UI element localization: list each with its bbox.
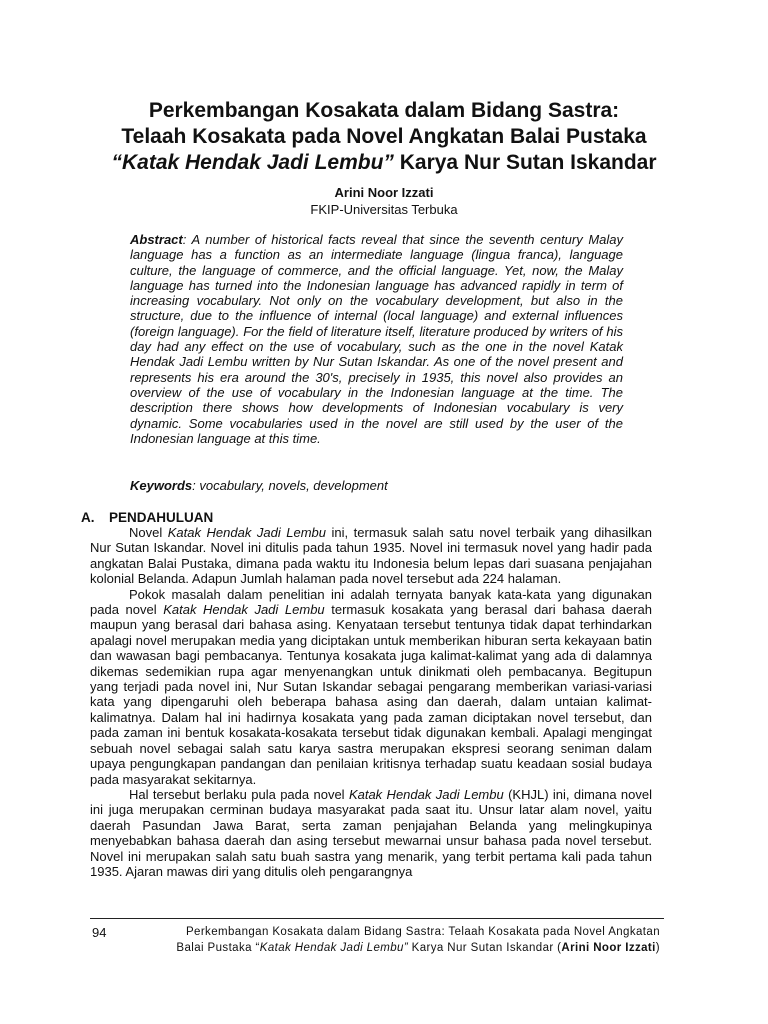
paragraph-text: Hal tersebut berlaku pula pada novel	[129, 786, 349, 802]
section-heading	[81, 510, 213, 525]
title-line-2: Telaah Kosakata pada Novel Angkatan Balai Pustaka	[121, 125, 647, 148]
keywords-text: : vocabulary, novels, development	[192, 478, 388, 493]
section-number: A.	[81, 510, 95, 525]
page-number: 94	[92, 925, 107, 940]
footer-author: Arini Noor Izzati	[561, 942, 656, 954]
author-affiliation: FKIP-Universitas Terbuka	[310, 202, 458, 217]
novel-title-italic: Katak Hendak Jadi Lembu	[348, 786, 504, 802]
footer-line-1: Perkembangan Kosakata dalam Bidang Sastra: Telaah Kosakata pada Novel Angkatan	[185, 926, 660, 938]
paragraph-text: ini, termasuk salah satu novel terbaik yang dihasilkan Nur Sutan Iskandar. Novel ini ditulis pada tahun 1935. Novel ini termasuk novel yang hadir pada angkatan Balai Pustaka, dimana pada waktu itu Indonesia belum lepas dari suasana penjajahan kolonial Belanda. Adapun Jumlah halaman pada novel tersebut ada 224 halaman.	[90, 525, 652, 587]
abstract	[130, 232, 623, 446]
footer-text: Balai Pustaka “	[176, 942, 260, 954]
footer-divider	[90, 918, 664, 919]
footer-novel-title: Katak Hendak Jadi Lembu”	[259, 942, 409, 954]
novel-title-italic: Katak Hendak Jadi Lembu	[167, 525, 326, 540]
paragraph	[90, 587, 652, 787]
keywords-label: Keywords	[130, 478, 193, 493]
paragraph-text: (KHJL) ini, dimana novel ini juga merupakan cerminan budaya masyarakat pada saat itu. Unsur latar alam novel, yaitu daerah Pasundan Jawa Barat, serta zaman penjajahan Belanda yang melingkupinya menyebabkan bahasa daerah dan asing tersebut mewarnai unsur bahasa pada novel tersebut. Novel ini merupakan salah satu buah sastra yang menarik, yang terbit pertama kali pada tahun 1935. Ajaran mawas diri yang ditulis oleh pengarangnya	[90, 786, 652, 879]
paragraph-text: Pokok masalah dalam penelitian ini adalah ternyata banyak kata-kata yang digunakan pada novel	[90, 586, 652, 618]
paragraph	[90, 787, 652, 879]
body-text	[90, 525, 652, 879]
paragraph	[90, 525, 652, 587]
keywords	[130, 478, 623, 494]
footer-line-2	[150, 940, 660, 956]
footer-text: Karya Nur Sutan Iskandar (	[408, 942, 562, 954]
author-name: Arini Noor Izzati	[334, 185, 434, 200]
title-novel-name: “Katak Hendak Jadi Lembu”	[111, 151, 394, 174]
running-footer	[150, 924, 660, 956]
title-author-part: Karya Nur Sutan Iskandar	[393, 151, 657, 174]
title-line-3	[60, 150, 708, 176]
paragraph-text: termasuk kosakata yang berasal dari bahasa daerah maupun yang berasal dari bahasa asing. Kenyataan tersebut tentunya tidak dapat terhindarkan apalagi novel merupakan media yang diciptakan untuk memberikan hiburan serta kekayaan batin dan wawasan bagi pembacanya. Tentunya kosakata juga kalimat-kalimat yang ada di dalamnya dikemas sedemikian rupa agar menyenangkan untuk dinikmati oleh pembacanya. Begitupun yang terjadi pada novel ini, Nur Sutan Iskandar sebagai pengarang memberikan variasi-variasi kata yang dipengaruhi oleh beberapa bahasa asing dan daerah, dalam untaian kalimat-kalimatnya. Dalam hal ini hadirnya kosakata yang pada zaman diciptakan novel tersebut, dan pada zaman ini bentuk kosakata-kosakata tersebut tidak digunakan kembali. Apalagi mengingat sebuah novel sebagai salah satu karya sastra merupakan ekspresi seorang seniman dalam upaya pengungkapan pandangan dan penilaian kritisnya terhadap suatu keadaan sosial budaya pada masyarakat sekitarnya.	[90, 602, 652, 787]
title-line-1: Perkembangan Kosakata dalam Bidang Sastra:	[148, 99, 620, 122]
novel-title-italic: Katak Hendak Jadi Lembu	[163, 602, 325, 618]
abstract-label: Abstract	[130, 232, 183, 247]
abstract-text: : A number of historical facts reveal that since the seventh century Malay language has a function as an intermediate language (lingua franca), language culture, the language of commerce, and the official language. Yet, now, the Malay language has turned into the Indonesian language has advanced rapidly in term of increasing vocabulary. Not only on the vocabulary development, but also in the structure, due to the influence of internal (local language) and external influences (foreign language). For the field of literature itself, literature produced by writers of his day had any effect on the use of vocabulary, such as the one in the novel Katak Hendak Jadi Lembu written by Nur Sutan Iskandar. As one of the novel present and represents his era around the 30's, precisely in 1935, this novel also provides an overview of the use of vocabulary in the Indonesian language at the time. The description there shows how developments of Indonesian vocabulary is very dynamic. Some vocabularies used in the novel are still used by the user of the Indonesian language at this time.	[130, 232, 623, 446]
paragraph-text: Novel	[129, 525, 168, 540]
section-title: PENDAHULUAN	[109, 510, 214, 525]
footer-text: )	[655, 942, 660, 954]
